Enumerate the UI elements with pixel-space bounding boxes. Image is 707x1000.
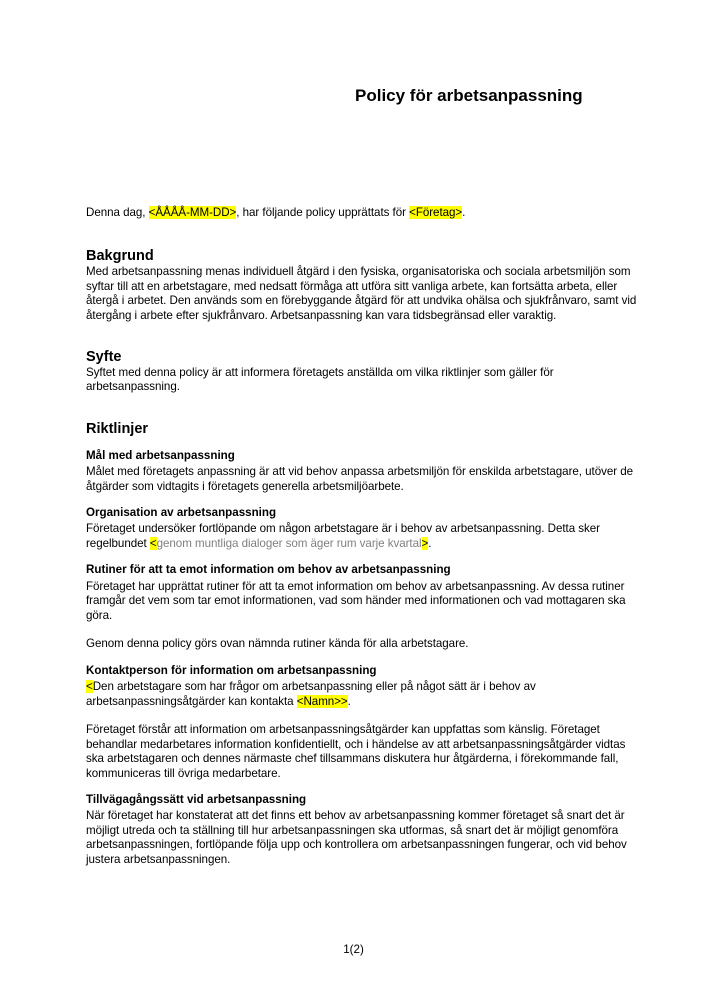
placeholder-open-bracket: < (149, 536, 157, 550)
organisation-text-suffix: . (428, 536, 432, 550)
rutiner-text-1: Företaget har upprättat rutiner för att ta emot information om behov av arbetsanpassning. Av dessa rutiner framgår det vem som tar emot informationen, vad som händer med informationen och vad mottagaren ska göra. (86, 579, 626, 622)
organisation-text-prefix: Företaget undersöker fortlöpande om någon arbetstagare är i behov av arbetsanpassning. Detta sker regelbundet (86, 522, 600, 550)
section-heading-bakgrund: Bakgrund (86, 248, 154, 265)
section-syfte (86, 348, 646, 395)
page-number: 1(2) (343, 943, 364, 956)
intro-middle: , har följande policy upprättats för (236, 206, 410, 219)
subsection-heading-mal: Mål med arbetsanpassning (86, 448, 235, 462)
kontaktperson-text-1 (86, 680, 646, 709)
section-heading-riktlinjer: Riktlinjer (86, 420, 149, 437)
section-bakgrund (86, 247, 646, 323)
document-body (86, 206, 646, 879)
rutiner-text-2: Genom denna policy görs ovan nämnda rutiner kända för alla arbetstagare. (86, 637, 469, 651)
intro-prefix: Denna dag, (86, 206, 149, 219)
placeholder-open-bracket: < (86, 680, 93, 694)
subsection-kontaktperson (86, 664, 646, 781)
intro-paragraph (86, 206, 646, 220)
placeholder-close-bracket: > (421, 536, 429, 550)
mal-text: Målet med företagets anpassning är att vid behov anpassa arbetsmiljön för enskilda arbetstagare, utöver de åtgärder som vidtagits i företagets generella arbetsmiljöarbete. (86, 465, 634, 493)
subsection-heading-rutiner: Rutiner för att ta emot information om behov av arbetsanpassning (86, 563, 451, 577)
kontaktperson-text-main: Den arbetstagare som har frågor om arbetsanpassning eller på något sätt är i behov av arbetsanpassningsåtgärder kan kontakta (86, 680, 536, 708)
subsection-mal (86, 449, 646, 494)
bakgrund-text: Med arbetsanpassning menas individuell åtgärd i den fysiska, organisatoriska och sociala arbetsmiljön som syftar till att en arbetstagare, med nedsatt förmåga att utföra sitt vanliga arbete, kan fortsätta arbeta, eller återgå i arbetet. Den används som en förebyggande åtgärd för att undvika ohälsa och sjukfrånvaro, samt vid återgång i arbete efter sjukfrånvaro. Arbetsanpassning kan vara tidsbegränsad eller varaktig. (86, 265, 637, 322)
subsection-organisation (86, 506, 646, 551)
syfte-text: Syftet med denna policy är att informera företagets anställda om vilka riktlinjer som gäller för arbetsanpassning. (86, 366, 554, 394)
section-heading-syfte: Syfte (86, 349, 122, 366)
organisation-text (86, 522, 646, 551)
subsection-heading-kontaktperson: Kontaktperson för information om arbetsanpassning (86, 663, 377, 677)
name-placeholder[interactable]: <Namn>> (296, 694, 348, 708)
company-placeholder[interactable]: <Företag> (409, 206, 463, 219)
intro-suffix: . (462, 206, 466, 219)
document-title: Policy för arbetsanpassning (355, 86, 583, 105)
organisation-placeholder-text[interactable]: genom muntliga dialoger som äger rum varje kvartal (156, 536, 422, 550)
section-riktlinjer (86, 420, 646, 867)
kontaktperson-text-2: Företaget förstår att information om arbetsanpassningsåtgärder kan uppfattas som känslig. Företaget behandlar medarbetares information konfidentiellt, och i händelse av att arbetsanpassningsåtgärder vidtas ska arbetstagaren och dennes närmaste chef tillsammans diskutera hur åtgärderna, i förekommande fall, kommuniceras till övriga medarbetare. (86, 723, 626, 780)
date-placeholder[interactable]: <ÅÅÅÅ-MM-DD> (148, 206, 237, 219)
subsection-heading-tillvagagangssatt: Tillvägagångssätt vid arbetsanpassning (86, 792, 307, 806)
subsection-heading-organisation: Organisation av arbetsanpassning (86, 506, 277, 520)
kontaktperson-text-suffix: . (347, 694, 351, 708)
subsection-rutiner (86, 563, 646, 651)
tillvagagangssatt-text: När företaget har konstaterat att det finns ett behov av arbetsanpassning kommer företaget så snart det är möjligt utreda och ta ställning till hur arbetsanpassningen ska utformas, så snart det är möjligt genomföra arbetsanpassningen, fortlöpande följa upp och kontrollera om arbetsanpassningen fungerar, och vid behov justera arbetsanpassningen. (86, 809, 627, 866)
subsection-tillvagagangssatt (86, 793, 646, 867)
